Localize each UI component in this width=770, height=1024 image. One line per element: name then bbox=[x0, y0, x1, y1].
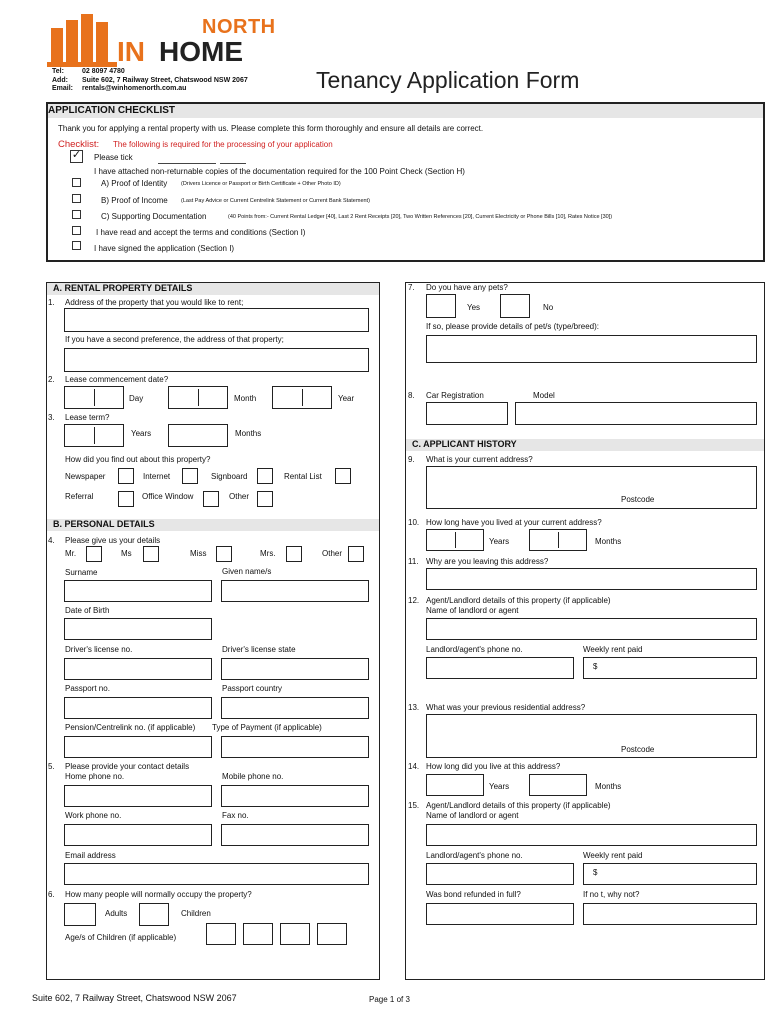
other-title-label: Other bbox=[322, 549, 343, 558]
car-model-input[interactable] bbox=[515, 402, 757, 425]
checkbox-internet[interactable] bbox=[182, 468, 198, 484]
fax-label: Fax no. bbox=[222, 811, 249, 820]
q2-label: Lease commencement date? bbox=[65, 375, 169, 384]
checkbox-rental-list[interactable] bbox=[335, 468, 351, 484]
email-label: Email: bbox=[52, 85, 74, 92]
office-window-label: Office Window bbox=[142, 492, 194, 501]
weekly-rent-input[interactable] bbox=[583, 657, 757, 679]
landlord-name-label: Name of landlord or agent bbox=[426, 606, 519, 615]
email-input[interactable] bbox=[64, 863, 369, 885]
supporting-docs-label: C) Supporting Documentation bbox=[101, 212, 207, 221]
current-months-input[interactable] bbox=[529, 529, 587, 551]
find-out-label: How did you find out about this property? bbox=[65, 455, 211, 464]
tick-sample-icon: ✓ bbox=[71, 149, 82, 161]
landlord-name-input[interactable] bbox=[426, 618, 757, 640]
license-state-input[interactable] bbox=[221, 658, 369, 680]
section-c-heading: C. APPLICANT HISTORY bbox=[406, 439, 764, 451]
landlord-phone-input[interactable] bbox=[426, 657, 574, 679]
work-phone-label: Work phone no. bbox=[65, 811, 122, 820]
weekly-rent-label: Weekly rent paid bbox=[583, 645, 643, 654]
surname-input[interactable] bbox=[64, 580, 212, 602]
lease-term-years-input[interactable] bbox=[64, 424, 124, 447]
pets-details-label: If so, please provide details of pet/s (type/breed): bbox=[426, 322, 599, 331]
mobile-phone-input[interactable] bbox=[221, 785, 369, 807]
pets-no-label: No bbox=[543, 303, 554, 312]
terms-label: I have read and accept the terms and conditions (Section I) bbox=[96, 228, 306, 237]
passport-country-label: Passport country bbox=[222, 684, 283, 693]
miss-label: Miss bbox=[190, 549, 207, 558]
brand-home: HOME bbox=[159, 36, 243, 67]
license-no-label: Driver's license no. bbox=[65, 645, 133, 654]
car-rego-label: Car Registration bbox=[426, 391, 484, 400]
why-not-input[interactable] bbox=[583, 903, 757, 925]
dob-label: Date of Birth bbox=[65, 606, 110, 615]
mrs-label: Mrs. bbox=[260, 549, 276, 558]
proof-income-label: B) Proof of Income bbox=[101, 196, 168, 205]
previous-address-input[interactable] bbox=[426, 714, 757, 758]
adults-count-input[interactable] bbox=[64, 903, 96, 926]
please-tick: Please tick bbox=[94, 153, 133, 162]
checkbox-signed[interactable] bbox=[72, 241, 81, 250]
checkbox-terms[interactable] bbox=[72, 226, 81, 235]
checkbox-newspaper[interactable] bbox=[118, 468, 134, 484]
email-label: Email address bbox=[65, 851, 116, 860]
month-label: Month bbox=[234, 394, 257, 403]
weekly-rent-dollar: $ bbox=[593, 662, 598, 671]
attached-docs-text: I have attached non-returnable copies of the documentation required for the 100 Point Check (Section H) bbox=[94, 167, 465, 176]
checkbox-other-source[interactable] bbox=[257, 491, 273, 507]
checkbox-mr[interactable] bbox=[86, 546, 102, 562]
rental-list-label: Rental List bbox=[284, 472, 322, 481]
current-years-input[interactable] bbox=[426, 529, 484, 551]
bond-input[interactable] bbox=[426, 903, 574, 925]
checkbox-proof-identity[interactable] bbox=[72, 178, 81, 187]
checkbox-mrs[interactable] bbox=[286, 546, 302, 562]
q2-number: 2. bbox=[48, 375, 55, 384]
q15-number: 15. bbox=[408, 801, 420, 810]
form-title: Tenancy Application Form bbox=[316, 67, 580, 93]
lease-start-month-input[interactable] bbox=[168, 386, 228, 409]
q13-number: 13. bbox=[408, 703, 420, 712]
q9-number: 9. bbox=[408, 455, 415, 464]
q12-number: 12. bbox=[408, 596, 420, 605]
q8-number: 8. bbox=[408, 391, 415, 400]
mr-label: Mr. bbox=[65, 549, 77, 558]
proof-identity-note: (Drivers Licence or Passport or Birth Certificate + Other Photo ID) bbox=[181, 181, 341, 187]
footer-address: Suite 602, 7 Railway Street, Chatswood NSW 2067 bbox=[32, 993, 237, 1003]
pension-label: Pension/Centrelink no. (if applicable) bbox=[65, 723, 196, 732]
fax-input[interactable] bbox=[221, 824, 369, 846]
license-state-label: Driver's license state bbox=[222, 645, 296, 654]
landlord-phone-label: Landlord/agent's phone no. bbox=[426, 645, 523, 654]
prev-landlord-phone-input[interactable] bbox=[426, 863, 574, 885]
surname-label: Surname bbox=[65, 568, 98, 577]
lease-start-day-input[interactable] bbox=[64, 386, 124, 409]
q11-number: 11. bbox=[408, 557, 419, 566]
pension-input[interactable] bbox=[64, 736, 212, 758]
checklist-label: Checklist: bbox=[58, 139, 100, 150]
decorative-line bbox=[220, 163, 246, 164]
ms-label: Ms bbox=[121, 549, 132, 558]
q14-label: How long did you live at this address? bbox=[426, 762, 561, 771]
lease-term-months-input[interactable] bbox=[168, 424, 228, 447]
prev-landlord-name-input[interactable] bbox=[426, 824, 757, 846]
child-age-input-1[interactable] bbox=[206, 923, 236, 945]
q3-number: 3. bbox=[48, 413, 55, 422]
checkbox-miss[interactable] bbox=[216, 546, 232, 562]
license-no-input[interactable] bbox=[64, 658, 212, 680]
children-count-input[interactable] bbox=[139, 903, 169, 926]
q1-label: Address of the property that you would like to rent; bbox=[65, 298, 244, 307]
other-source-label: Other bbox=[229, 492, 250, 501]
pets-yes-box[interactable] bbox=[426, 294, 456, 318]
q12-label: Agent/Landlord details of this property (if applicable) bbox=[426, 596, 611, 605]
checklist-heading: APPLICATION CHECKLIST bbox=[48, 104, 763, 118]
brand-north: NORTH bbox=[202, 16, 276, 38]
q1-number: 1. bbox=[48, 298, 55, 307]
q7-number: 7. bbox=[408, 283, 415, 292]
second-preference-input[interactable] bbox=[64, 348, 369, 372]
home-phone-input[interactable] bbox=[64, 785, 212, 807]
q7-label: Do you have any pets? bbox=[426, 283, 508, 292]
q5-number: 5. bbox=[48, 762, 55, 771]
car-model-label: Model bbox=[533, 391, 555, 400]
checkbox-supporting-docs[interactable] bbox=[72, 210, 81, 219]
internet-label: Internet bbox=[143, 472, 171, 481]
newspaper-label: Newspaper bbox=[65, 472, 106, 481]
current-years-label: Years bbox=[489, 537, 510, 546]
current-postcode-label: Postcode bbox=[621, 495, 655, 504]
lease-start-year-input[interactable] bbox=[272, 386, 332, 409]
child-age-input-2[interactable] bbox=[243, 923, 273, 945]
given-names-label: Given name/s bbox=[222, 567, 272, 576]
checkbox-referral[interactable] bbox=[118, 491, 134, 507]
address-label: Add: bbox=[52, 76, 68, 84]
adults-label: Adults bbox=[105, 909, 128, 918]
checkbox-ms[interactable] bbox=[143, 546, 159, 562]
work-phone-input[interactable] bbox=[64, 824, 212, 846]
q4-label: Please give us your details bbox=[65, 536, 161, 545]
leaving-reason-input[interactable] bbox=[426, 568, 757, 590]
property-address-input[interactable] bbox=[64, 308, 369, 332]
q15-label: Agent/Landlord details of this property (if applicable) bbox=[426, 801, 611, 810]
current-address-input[interactable] bbox=[426, 466, 757, 509]
why-not-label: If no t, why not? bbox=[583, 890, 640, 899]
previous-postcode-label: Postcode bbox=[621, 745, 655, 754]
footer-page-number: Page 1 of 3 bbox=[369, 995, 410, 1004]
q10-number: 10. bbox=[408, 518, 420, 527]
passport-no-input[interactable] bbox=[64, 697, 212, 719]
building-logo-icon bbox=[47, 10, 127, 68]
prev-landlord-name-label: Name of landlord or agent bbox=[426, 811, 519, 820]
children-label: Children bbox=[181, 909, 211, 918]
car-rego-input[interactable] bbox=[426, 402, 508, 425]
child-age-input-4[interactable] bbox=[317, 923, 347, 945]
lease-years-label: Years bbox=[131, 429, 152, 438]
given-names-input[interactable] bbox=[221, 580, 369, 602]
payment-type-input[interactable] bbox=[221, 736, 369, 758]
checkbox-other-title[interactable] bbox=[348, 546, 364, 562]
q3-label: Lease term? bbox=[65, 413, 110, 422]
prev-landlord-phone-label: Landlord/agent's phone no. bbox=[426, 851, 523, 860]
tel-value: 02 8097 4780 bbox=[82, 68, 125, 75]
passport-country-input[interactable] bbox=[221, 697, 369, 719]
q13-label: What was your previous residential address? bbox=[426, 703, 586, 712]
checklist-required-note: The following is required for the processing of your application bbox=[113, 140, 333, 149]
pets-yes-label: Yes bbox=[467, 303, 481, 312]
company-logo bbox=[47, 10, 287, 68]
mobile-phone-label: Mobile phone no. bbox=[222, 772, 284, 781]
bond-label: Was bond refunded in full? bbox=[426, 890, 521, 899]
section-a-heading: A. RENTAL PROPERTY DETAILS bbox=[47, 283, 379, 295]
checkbox-proof-income[interactable] bbox=[72, 194, 81, 203]
current-months-label: Months bbox=[595, 537, 622, 546]
previous-months-label: Months bbox=[595, 782, 622, 791]
q11-label: Why are you leaving this address? bbox=[426, 557, 549, 566]
proof-identity-label: A) Proof of Identity bbox=[101, 179, 168, 188]
email-value: rentals@winhomenorth.com.au bbox=[82, 85, 187, 92]
passport-no-label: Passport no. bbox=[65, 684, 110, 693]
dob-input[interactable] bbox=[64, 618, 212, 640]
payment-type-label: Type of Payment (if applicable) bbox=[212, 723, 322, 732]
q9-label: What is your current address? bbox=[426, 455, 533, 464]
checklist-intro: Thank you for applying a rental property with us. Please complete this form thoroughly and ensure all details are correct. bbox=[58, 124, 484, 133]
home-phone-label: Home phone no. bbox=[65, 772, 125, 781]
day-label: Day bbox=[129, 394, 144, 403]
previous-years-input[interactable] bbox=[426, 774, 484, 796]
children-ages-label: Age/s of Children (if applicable) bbox=[65, 933, 177, 942]
prev-weekly-rent-dollar: $ bbox=[593, 868, 598, 877]
brand-in: IN bbox=[117, 36, 145, 67]
q10-label: How long have you lived at your current address? bbox=[426, 518, 602, 527]
checkbox-office-window[interactable] bbox=[203, 491, 219, 507]
address-value: Suite 602, 7 Railway Street, Chatswood NSW 2067 bbox=[82, 76, 248, 84]
prev-weekly-rent-input[interactable] bbox=[583, 863, 757, 885]
q14-number: 14. bbox=[408, 762, 420, 771]
section-b-heading: B. PERSONAL DETAILS bbox=[47, 519, 379, 531]
tel-label: Tel: bbox=[52, 68, 64, 75]
year-label: Year bbox=[338, 394, 355, 403]
signed-label: I have signed the application (Section I) bbox=[94, 244, 235, 253]
pets-details-input[interactable] bbox=[426, 335, 757, 363]
decorative-line bbox=[158, 163, 216, 164]
signboard-label: Signboard bbox=[211, 472, 248, 481]
q5-label: Please provide your contact details bbox=[65, 762, 190, 771]
pets-no-box[interactable] bbox=[500, 294, 530, 318]
lease-months-label: Months bbox=[235, 429, 262, 438]
proof-income-note: (Last Pay Advice or Current Centrelink Statement or Current Bank Statement) bbox=[181, 198, 370, 204]
q4-number: 4. bbox=[48, 536, 55, 545]
prev-weekly-rent-label: Weekly rent paid bbox=[583, 851, 643, 860]
previous-months-input[interactable] bbox=[529, 774, 587, 796]
checkbox-signboard[interactable] bbox=[257, 468, 273, 484]
supporting-docs-note: (40 Points from:- Current Rental Ledger [40], Last 2 Rent Receipts [20], Two Written References [20], Current Electricity or Phone Bills [10], Rates Notice [30]) bbox=[228, 214, 613, 220]
q6-label: How many people will normally occupy the property? bbox=[65, 890, 252, 899]
company-contact bbox=[52, 68, 312, 94]
previous-years-label: Years bbox=[489, 782, 510, 791]
child-age-input-3[interactable] bbox=[280, 923, 310, 945]
q6-number: 6. bbox=[48, 890, 55, 899]
second-preference-label: If you have a second preference, the address of that property; bbox=[65, 335, 284, 344]
referral-label: Referral bbox=[65, 492, 94, 501]
